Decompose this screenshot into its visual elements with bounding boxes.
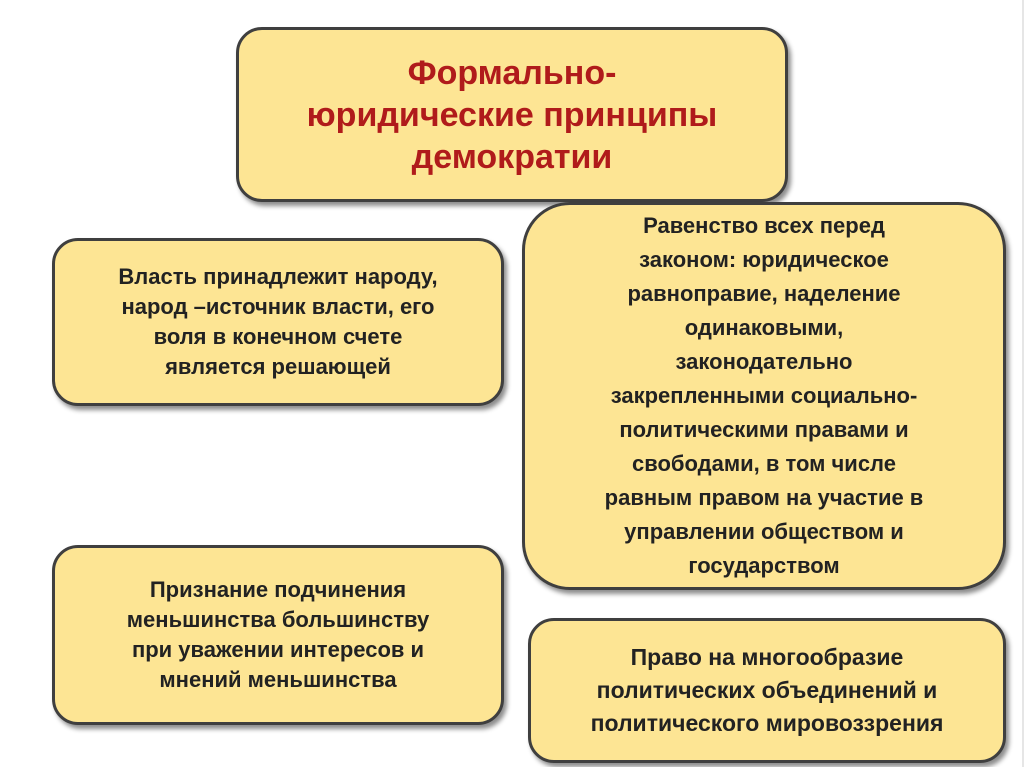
principle-box-pluralism bbox=[528, 618, 1006, 763]
principle-box-equality bbox=[522, 202, 1006, 590]
title-text: Формально- юридические принципы демократии bbox=[306, 53, 718, 176]
title-box bbox=[236, 27, 788, 202]
principle-box-people-power bbox=[52, 238, 504, 406]
principle-box-majority-rule bbox=[52, 545, 504, 725]
principle-pluralism-text: Право на многообразие политических объединений и политического мировоззрения bbox=[590, 644, 944, 736]
principle-majority-rule-text: Признание подчинения меньшинства большинству при уважении интересов и мнений меньшинства bbox=[126, 577, 430, 692]
principle-people-power-text: Власть принадлежит народу, народ –источник власти, его воля в конечном счете является решающей bbox=[118, 264, 438, 379]
principle-equality-text: Равенство всех перед законом: юридическое равноправие, наделение одинаковыми, законодательно закрепленными социально- политическими правами и свободами, в том числе равным правом на участие в управлении обществом и государством bbox=[604, 213, 924, 578]
